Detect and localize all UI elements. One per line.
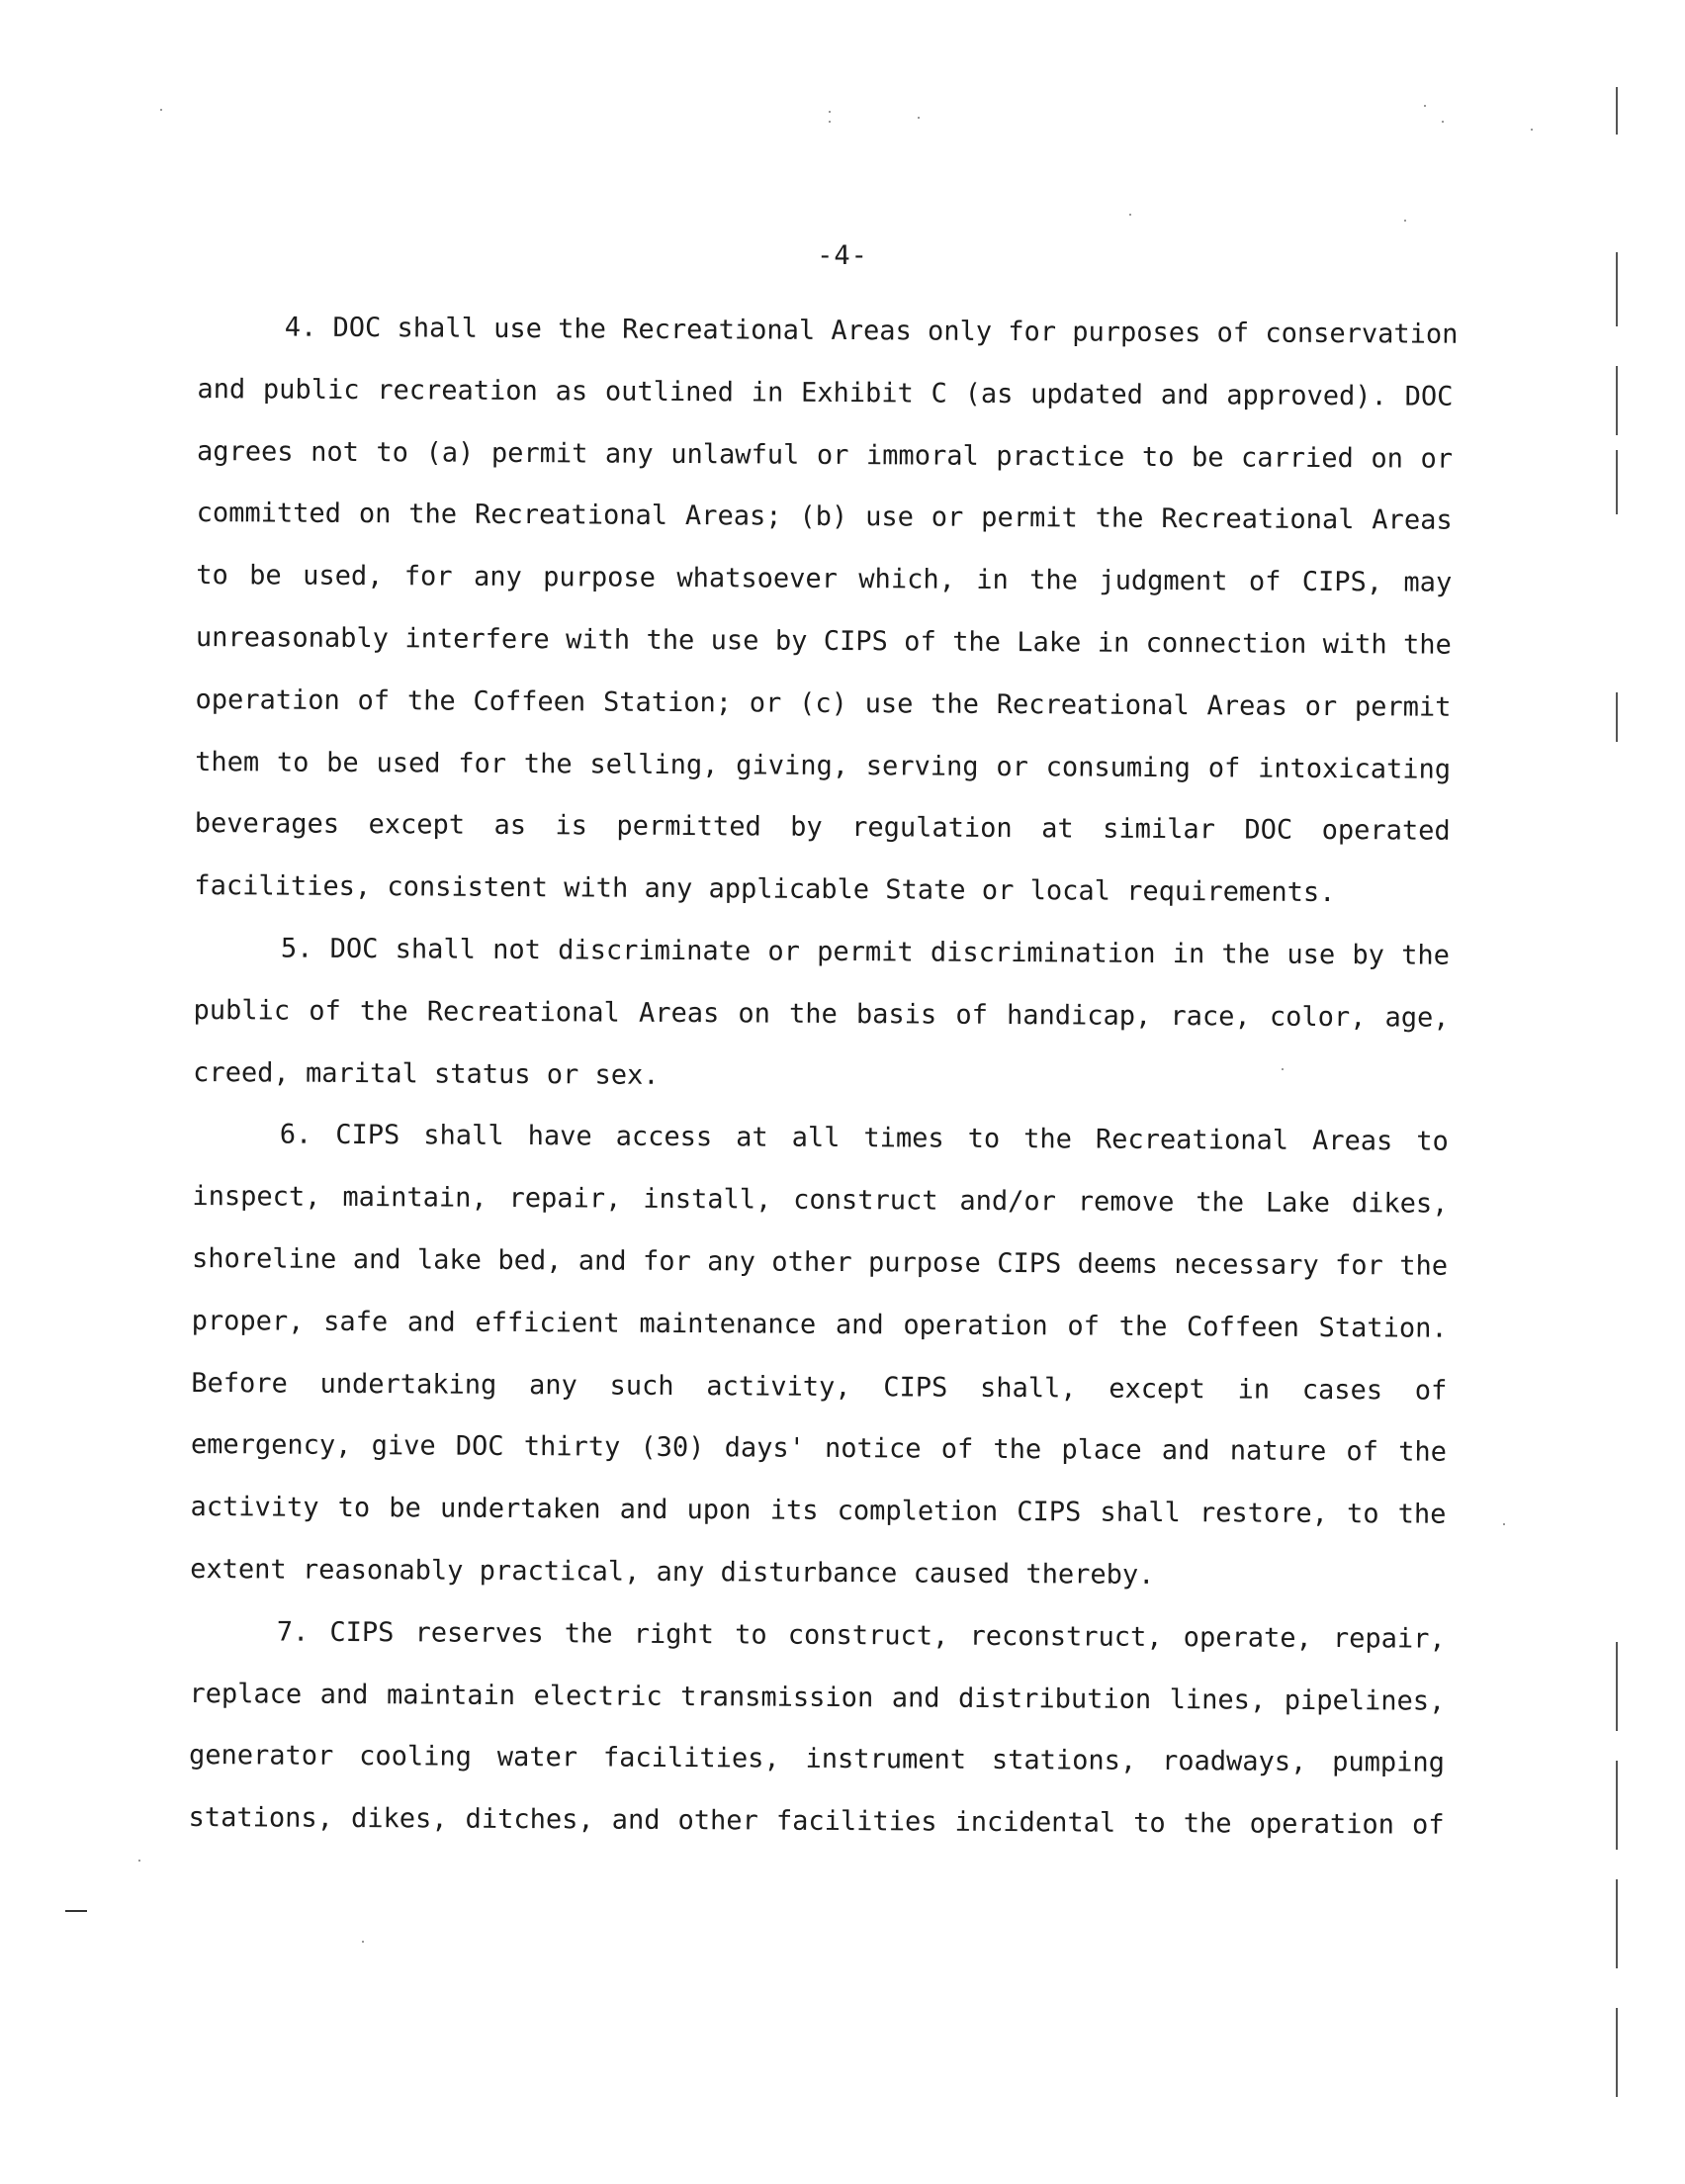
text-line: 4. DOC shall use the Recreational Areas only for purposes of conservation	[284, 312, 1459, 350]
text-line: operation of the Coffeen Station; or (c) use the Recreational Areas or permit	[195, 683, 1452, 723]
text-line: shoreline and lake bed, and for any other purpose CIPS deems necessary for the	[191, 1242, 1449, 1282]
page-number: -4-	[817, 240, 868, 271]
scan-speck	[1424, 105, 1426, 107]
text-line: facilities, consistent with any applicable State or local requirements.	[194, 870, 1336, 909]
scan-speck	[362, 1941, 364, 1943]
paragraph-6	[190, 1104, 1449, 1608]
scan-edge-mark	[1616, 87, 1618, 135]
text-line: committed on the Recreational Areas; (b) use or permit the Recreational Areas	[196, 498, 1453, 537]
text-line: and public recreation as outlined in Exhibit C (as updated and approved). DOC	[197, 373, 1454, 412]
text-line: 5. DOC shall not discriminate or permit discrimination in the use by the	[280, 933, 1451, 971]
text-line: 7. CIPS reserves the right to construct, reconstruct, operate, repair,	[276, 1616, 1446, 1655]
text-line: beverages except as is permitted by regulation at similar DOC operated	[194, 808, 1451, 848]
scan-speck	[1404, 220, 1406, 222]
text-line: extent reasonably practical, any disturbance caused thereby.	[190, 1553, 1155, 1591]
paragraph-7	[188, 1601, 1446, 1858]
text-line: activity to be undertaken and upon its completion CIPS shall restore, to the	[190, 1492, 1447, 1530]
scan-edge-mark	[1616, 692, 1618, 742]
text-line: stations, dikes, ditches, and other facilities incidental to the operation of	[188, 1802, 1445, 1841]
scan-speck	[1503, 1523, 1505, 1525]
scan-speck	[160, 109, 162, 111]
text-line: replace and maintain electric transmission and distribution lines, pipelines,	[189, 1678, 1446, 1717]
scan-edge-mark	[1616, 1761, 1618, 1850]
text-line: creed, marital status or sex.	[193, 1056, 660, 1091]
scan-edge-mark	[1616, 366, 1618, 435]
text-line: agrees not to (a) permit any unlawful or immoral practice to be carried on or	[196, 435, 1454, 475]
text-line: 6. CIPS shall have access at all times to the Recreational Areas to	[279, 1119, 1449, 1158]
scan-edge-mark	[1616, 450, 1618, 514]
scan-edge-mark	[1616, 1879, 1618, 1968]
scan-speck	[138, 1860, 140, 1862]
text-line: them to be used for the selling, giving, serving or consuming of intoxicating	[195, 746, 1452, 785]
scan-edge-mark	[1616, 2008, 1618, 2097]
text-line: public of the Recreational Areas on the basis of handicap, race, color, age,	[193, 994, 1450, 1034]
text-line: emergency, give DOC thirty (30) days' notice of the place and nature of the	[190, 1429, 1447, 1469]
scan-speck	[1442, 121, 1444, 123]
scan-speck	[918, 117, 920, 119]
paragraph-4	[194, 297, 1459, 926]
text-line: inspect, maintain, repair, install, construct and/or remove the Lake dikes,	[192, 1181, 1449, 1220]
text-line: Before undertaking any such activity, CIPS shall, except in cases of	[191, 1367, 1448, 1407]
scan-dash	[65, 1910, 87, 1912]
paragraph-5	[193, 918, 1450, 1112]
scan-speck	[829, 111, 831, 113]
text-line: proper, safe and efficient maintenance and operation of the Coffeen Station.	[191, 1305, 1448, 1344]
scan-edge-mark	[1616, 1642, 1618, 1731]
scan-speck	[829, 121, 831, 123]
text-line: to be used, for any purpose whatsoever which, in the judgment of CIPS, may	[196, 560, 1453, 598]
text-line: generator cooling water facilities, instrument stations, roadways, pumping	[188, 1740, 1446, 1779]
text-line: unreasonably interfere with the use by CIPS of the Lake in connection with the	[195, 621, 1452, 661]
scan-speck	[1129, 214, 1131, 216]
scan-speck	[1531, 129, 1533, 131]
document-body	[188, 297, 1459, 1858]
